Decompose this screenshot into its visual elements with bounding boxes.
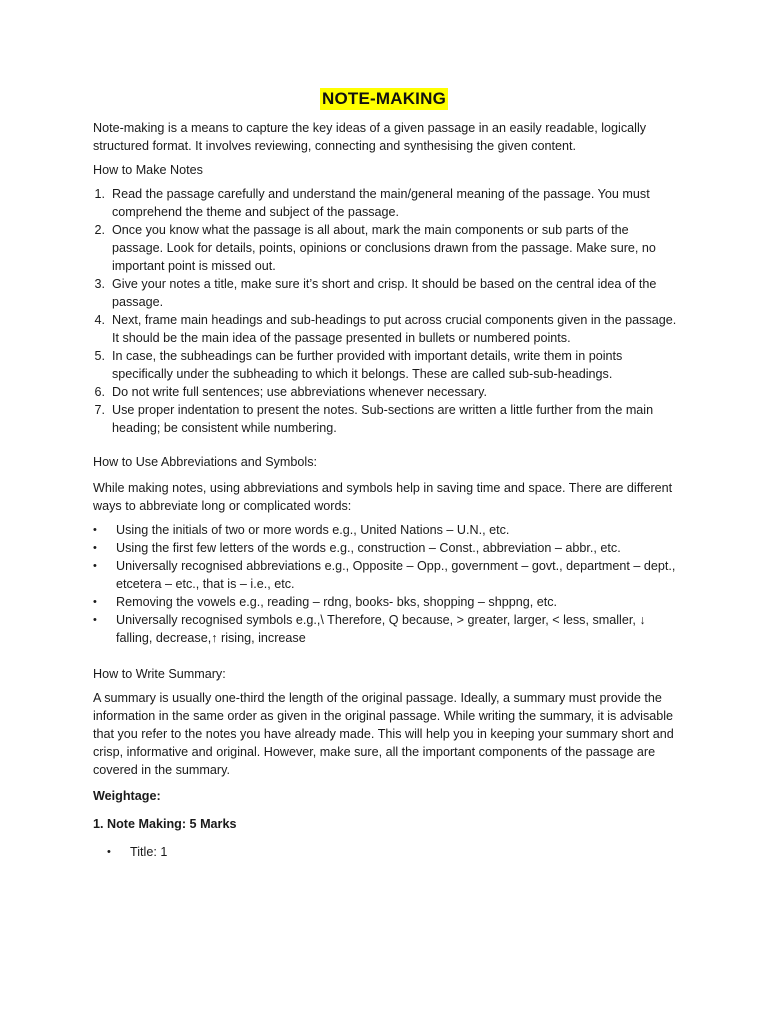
bullet-icon: • bbox=[93, 596, 97, 608]
list-number: 5. bbox=[94, 349, 105, 363]
list-item bbox=[93, 539, 677, 557]
bullet-icon: • bbox=[93, 560, 97, 572]
title-wrap bbox=[0, 88, 768, 110]
list-item-text: Use proper indentation to present the notes. Sub-sections are written a little further from the main heading; be consistent while numbering. bbox=[112, 403, 654, 435]
list-item-text: Do not write full sentences; use abbreviations whenever necessary. bbox=[112, 385, 487, 399]
list-number: 6. bbox=[94, 385, 105, 399]
list-item-text: Universally recognised abbreviations e.g., Opposite – Opp., government – govt., department – dept., etcetera – etc., that is – i.e., etc. bbox=[116, 559, 676, 591]
list-item bbox=[93, 557, 677, 593]
list-item bbox=[93, 383, 677, 401]
list-item bbox=[93, 347, 677, 383]
bullet-icon: • bbox=[93, 524, 97, 536]
bullet-icon: • bbox=[93, 542, 97, 554]
list-item-text: Read the passage carefully and understand the main/general meaning of the passage. You must comprehend the theme and subject of the passage. bbox=[112, 187, 650, 219]
list-item-text: In case, the subheadings can be further provided with important details, write them in points specifically under the subheading to which it belongs. These are called sub-sub-headings. bbox=[112, 349, 623, 381]
list-item bbox=[93, 843, 677, 861]
list-number: 7. bbox=[94, 403, 105, 417]
list-number: 3. bbox=[94, 277, 105, 291]
list-item-text: Using the first few letters of the words e.g., construction – Const., abbreviation – abbr., etc. bbox=[116, 541, 621, 555]
list-item-text: Once you know what the passage is all about, mark the main components or sub parts of the passage. Look for details, points, opinions or conclusions drawn from the passage. Make sure, no important point is missed out. bbox=[112, 223, 656, 273]
bullet-icon: • bbox=[93, 614, 97, 626]
weightage-subheading: 1. Note Making: 5 Marks bbox=[93, 817, 237, 831]
abbreviations-paragraph: While making notes, using abbreviations and symbols help in saving time and space. There are different ways to abbreviate long or complicated words: bbox=[93, 481, 673, 513]
summary-paragraph: A summary is usually one-third the length of the original passage. Ideally, a summary must provide the information in the same order as given in the original passage. While writing the summary, it is advisable that you refer to the notes you have already made. This will help you in keeping your summary short and crisp, informative and original. However, make sure, all the important components of the passage are covered in the summary. bbox=[93, 691, 674, 777]
list-number: 1. bbox=[94, 187, 105, 201]
list-number: 2. bbox=[94, 223, 105, 237]
list-item bbox=[93, 311, 677, 347]
summary-heading: How to Write Summary: bbox=[93, 667, 226, 681]
list-item bbox=[93, 185, 677, 221]
page-title: NOTE-MAKING bbox=[321, 89, 447, 108]
how-to-make-notes-list bbox=[93, 185, 677, 437]
list-item bbox=[93, 521, 677, 539]
list-item-text: Removing the vowels e.g., reading – rdng, books- bks, shopping – shppng, etc. bbox=[116, 595, 558, 609]
how-to-make-notes-heading: How to Make Notes bbox=[93, 163, 203, 177]
list-item bbox=[93, 275, 677, 311]
bullet-icon: • bbox=[107, 846, 111, 858]
list-number: 4. bbox=[94, 313, 105, 327]
list-item-text: Using the initials of two or more words e.g., United Nations – U.N., etc. bbox=[116, 523, 510, 537]
list-item-text: Title: 1 bbox=[130, 845, 168, 859]
list-item bbox=[93, 593, 677, 611]
weightage-heading: Weightage: bbox=[93, 789, 161, 803]
abbreviations-heading: How to Use Abbreviations and Symbols: bbox=[93, 455, 317, 469]
weightage-list bbox=[93, 843, 677, 861]
list-item-text: Universally recognised symbols e.g.,\ Therefore, Q because, > greater, larger, < less, smaller, ↓ falling, decrease,↑ rising, increase bbox=[116, 613, 646, 645]
list-item-text: Give your notes a title, make sure it’s short and crisp. It should be based on the central idea of the passage. bbox=[112, 277, 657, 309]
abbreviations-list bbox=[93, 521, 677, 647]
list-item bbox=[93, 221, 677, 275]
list-item bbox=[93, 611, 677, 647]
list-item bbox=[93, 401, 677, 437]
document-body bbox=[93, 119, 677, 861]
list-item-text: Next, frame main headings and sub-headings to put across crucial components given in the passage. It should be the main idea of the passage presented in bullets or numbered points. bbox=[112, 313, 677, 345]
intro-paragraph: Note-making is a means to capture the key ideas of a given passage in an easily readable, logically structured format. It involves reviewing, connecting and synthesising the given content. bbox=[93, 121, 647, 153]
